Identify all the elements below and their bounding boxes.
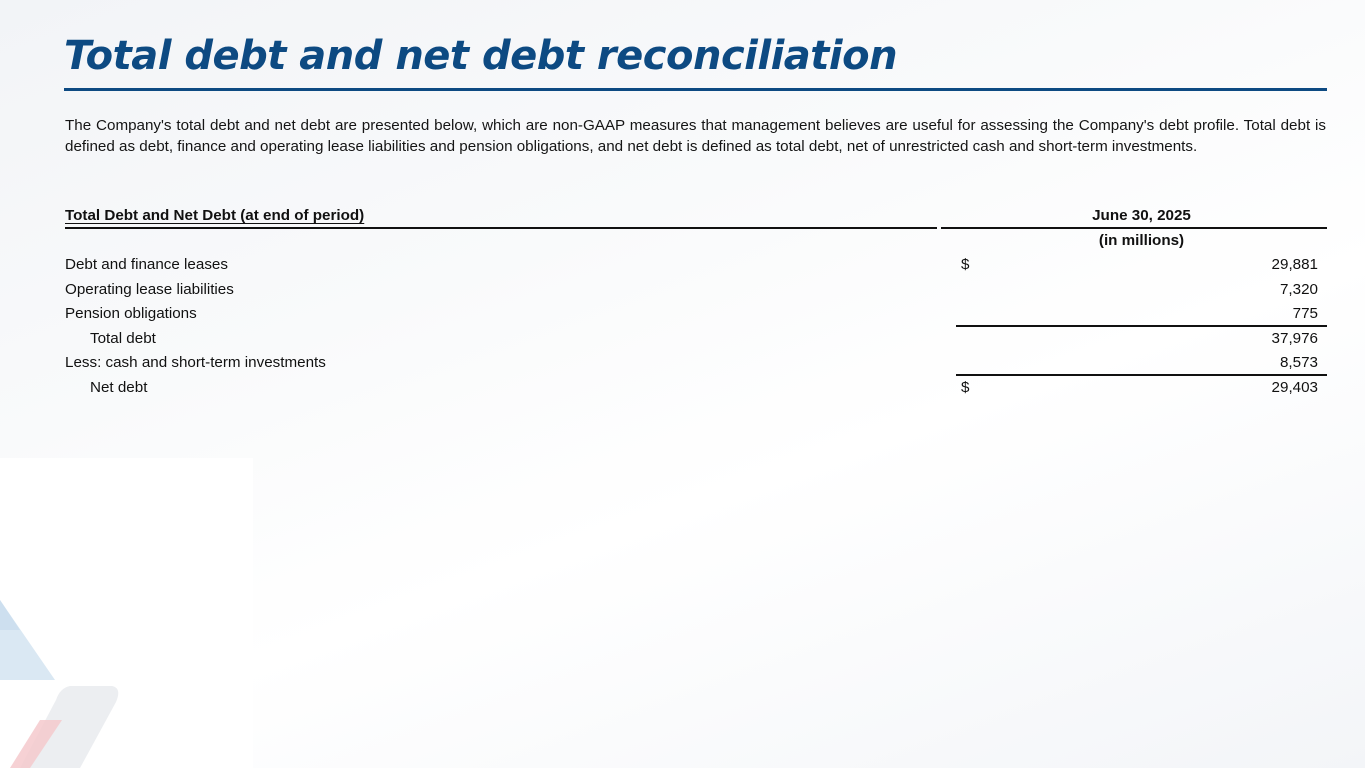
row-value: 775 xyxy=(1292,305,1318,322)
row-value: 37,976 xyxy=(1271,329,1318,347)
table-header-period: June 30, 2025 xyxy=(1092,207,1191,224)
row-value: 8,573 xyxy=(1279,354,1318,371)
title-divider xyxy=(64,88,1327,91)
slide-title: Total debt and net debt reconciliation xyxy=(64,33,898,79)
background-panel xyxy=(0,458,253,768)
table-row-total-debt xyxy=(65,327,1327,352)
currency-symbol: $ xyxy=(961,256,970,273)
table-row-pension-obligations xyxy=(65,302,1327,327)
table-units: (in millions) xyxy=(1098,231,1185,249)
debt-reconciliation-table xyxy=(65,204,1327,400)
table-units-row xyxy=(65,229,1327,254)
row-value: 7,320 xyxy=(1279,280,1318,298)
row-value: 29,881 xyxy=(1271,256,1318,273)
table-row-debt-finance-leases xyxy=(65,253,1327,278)
table-row-operating-lease xyxy=(65,278,1327,303)
intro-paragraph: The Company's total debt and net debt are presented below, which are non-GAAP measures that management believes are useful for assessing the Company's debt profile. Total debt is defined as debt, finance and operating lease liabilities and pension obligations, and net debt is defined as total debt, net of unrestricted cash and short-term investments. xyxy=(65,117,1326,155)
row-label: Total debt xyxy=(90,329,156,347)
row-label: Operating lease liabilities xyxy=(65,280,234,298)
table-header-label: Total Debt and Net Debt (at end of period) xyxy=(65,207,365,224)
row-value: 29,403 xyxy=(1271,378,1318,396)
currency-symbol: $ xyxy=(961,378,970,396)
table-header-row xyxy=(65,204,1327,229)
row-label: Debt and finance leases xyxy=(65,256,228,273)
row-label: Net debt xyxy=(90,378,148,396)
row-label: Less: cash and short-term investments xyxy=(65,354,326,371)
table-row-net-debt xyxy=(65,376,1327,401)
row-label: Pension obligations xyxy=(65,305,197,322)
table-row-less-cash xyxy=(65,351,1327,376)
